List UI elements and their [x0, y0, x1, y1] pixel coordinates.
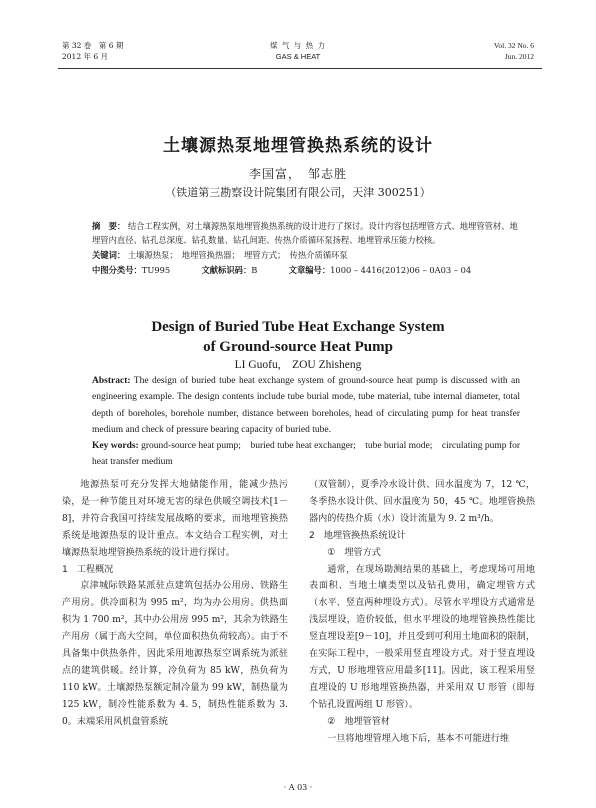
keywords-en-text: ground-source heat pump; buried tube heat exchanger; tube burial mode; circulating pump for heat transfer medium [92, 441, 521, 468]
section-heading-1: 1 工程概况 [62, 564, 114, 575]
keywords-en [92, 438, 520, 471]
publication-date: 2012 年 6 月 [62, 52, 109, 61]
body-paragraph: 一旦将地埋管埋入地下后，基本不可能进行维 [327, 733, 510, 744]
abstract-en-block [92, 373, 520, 471]
clc-label: 中图分类号： [92, 265, 142, 275]
paper-title-cn: 土壤源热泵地埋管换热系统的设计 [163, 136, 433, 156]
volume-issue: 第 32 卷 第 6 期 [62, 41, 124, 50]
body-paragraph: （双管制），夏季冷水设计供、回水温度为 7，12 ℃，冬季热水设计供、回水温度为 50，45 ℃。地埋管换热器内的传热介质（水）设计流量为 9. 2 m³/h。 [309, 480, 535, 524]
body-paragraph: 通常，在现场勘测结果的基础上，考虑现场可用地表面积、当地土壤类型以及钻孔费用，确定埋管方式（水平、竖直两种埋设方式）。尽管水平埋设方式通常是浅层埋设，造价较低，但水平埋设的地埋管换热性能比竖直埋设差[9－10]，并且受到可利用土地面积的限制，在实际工程中，一般采用竖直埋设方式。对于竖直埋设方式，U 形地埋管应用最多[11]。因此，该工程采用竖直埋设的 U 形地埋管换热器，并采用双 U 形管（即每个钻孔设置两组 U 形管）。 [309, 564, 535, 710]
keywords-en-label: Key words: [92, 441, 139, 452]
body-paragraph: 地源热泵可充分发挥大地储能作用，能减少热污染，是一种节能且对环境无害的绿色供暖空调技术[1－8]，并符合我国可持续发展战略的要求，而地埋管换热系统是地源热泵的设计重点。本文结合工程实例，对土壤源热泵地埋管换热系统的设计进行探讨。 [62, 480, 288, 558]
abstract-en [92, 373, 520, 438]
volume-issue-en: Vol. 32 No. 6 [493, 41, 534, 50]
abstract-cn-label: 摘 要： [92, 221, 126, 231]
journal-name-en: GAS & HEAT [275, 52, 321, 61]
clc-value: TU995 [141, 265, 171, 275]
section-heading-2: 2 地埋管换热系统设计 [309, 530, 406, 541]
doc-code-label: 文献标识码： [201, 265, 252, 275]
keywords-cn-text: 土壤源热泵； 地埋管换热器； 埋管方式； 传热介质循环泵 [127, 250, 348, 260]
article-number-label: 文章编号： [288, 265, 331, 275]
abstract-en-text: The design of buried tube heat exchange system of ground-source heat pump is discussed with an engineering example. The design contents include tube burial mode, tube material, tube internal diameter, total depth of boreholes, borehole number, distance between boreholes, head of circulating pump for heat transfer medium and check of pressure bearing capacity of buried tube. [92, 376, 520, 435]
classification-line [92, 263, 520, 277]
affiliation-cn: （铁道第三勘察设计院集团有限公司，天津 300251） [165, 186, 431, 199]
publication-date-en: Jun. 2012 [504, 52, 534, 61]
body-column-right [309, 477, 535, 748]
paper-title-en-line2: of Ground-source Heat Pump [203, 339, 393, 355]
keywords-cn [92, 248, 520, 262]
subsection-heading-2: ② 地埋管管材 [327, 716, 390, 727]
authors-cn: 李国富， 邹志胜 [248, 167, 347, 181]
page-number: · A 03 · [283, 783, 313, 792]
abstract-cn-text: 结合工程实例，对土壤源热泵地埋管换热系统的设计进行了探讨。设计内容包括埋管方式、地埋管管材、地埋管内直径、钻孔总深度、钻孔数量、钻孔间距、传热介质循环泵扬程、地埋管承压能力校核。 [92, 221, 518, 245]
doc-code-value: B [251, 265, 258, 275]
subsection-heading-1: ① 埋管方式 [327, 547, 381, 558]
header-divider [58, 68, 542, 69]
body-column-left [62, 477, 288, 731]
paper-title-en-line1: Design of Buried Tube Heat Exchange System [151, 319, 445, 335]
article-number-value: 1000 – 4416(2012)06 – 0A03 – 04 [330, 265, 472, 275]
paper-title-en [0, 317, 596, 357]
journal-volume-info-en [494, 40, 534, 62]
abstract-en-label: Abstract: [92, 376, 131, 386]
journal-name-cn: 煤 气 与 热 力 [269, 41, 327, 50]
abstract-cn-block [92, 219, 520, 277]
authors-en: LI Guofu, ZOU Zhisheng [234, 359, 362, 371]
abstract-cn [92, 219, 520, 247]
body-paragraph: 京津城际铁路某派驻点建筑包括办公用房、铁路生产用房。供冷面积为 995 m²，均为办公用房。供热面积为 1 700 m²，其中办公用房 995 m²，其余为铁路生产用房（属于高大空间，单位面积热负荷较高）。由于不具备集中供热条件，因此采用地源热泵空调系统为派驻点的建筑供暖。经计算，冷负荷为 85 kW，热负荷为 110 kW。土壤源热泵额定制冷量为 99 kW，制热量为 125 kW，制冷性能系数为 4. 5，制热性能系数为 3. 0。末端采用风机盘管系统 [62, 581, 288, 727]
keywords-cn-label: 关键词： [92, 250, 126, 260]
